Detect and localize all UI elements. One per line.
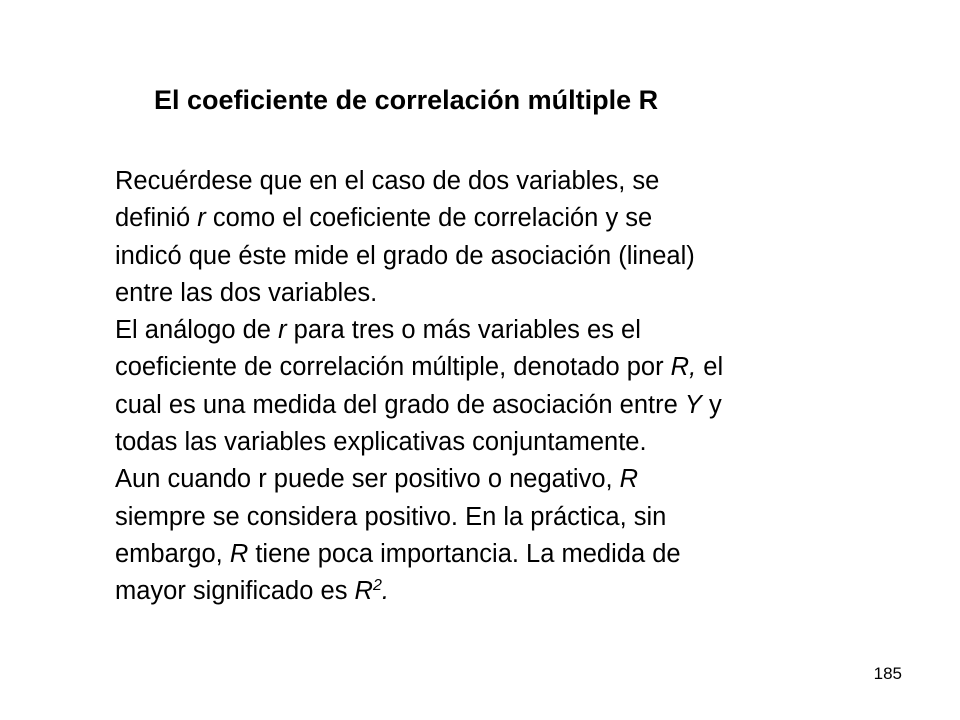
body-line — [115, 349, 895, 386]
text-run: tiene poca importancia. La medida de — [248, 539, 681, 568]
italic-variable: Y — [684, 390, 702, 419]
text-run: Recuérdese que en el caso de dos variables, se — [115, 167, 660, 195]
text-run: embargo, — [115, 539, 230, 568]
slide-body-text — [115, 163, 895, 611]
italic-variable: R — [619, 465, 639, 494]
italic-variable: r — [197, 204, 206, 233]
text-run: indicó que éste mide el grado de asociación (lineal) — [115, 241, 695, 270]
body-line — [115, 573, 895, 610]
body-line — [115, 163, 895, 200]
body-line — [115, 461, 895, 498]
italic-variable: r — [278, 316, 287, 345]
superscript: 2 — [372, 577, 382, 595]
text-run: siempre se considera positivo. En la práctica, sin — [115, 502, 667, 531]
text-run: todas las variables explicativas conjuntamente. — [115, 428, 647, 457]
body-line — [115, 424, 895, 461]
page-number: 185 — [873, 664, 902, 683]
italic-variable: R — [229, 539, 249, 568]
text-run: como el coeficiente de correlación y se — [205, 204, 653, 233]
text-run: coeficiente de correlación múltiple, denotado por — [115, 353, 671, 382]
body-line — [115, 387, 895, 424]
italic-variable: R — [354, 577, 373, 606]
text-run: El análogo de — [115, 316, 279, 345]
text-run: para tres o más variables es el — [286, 316, 641, 345]
body-line — [115, 275, 895, 312]
text-run: y — [701, 390, 722, 419]
body-line — [115, 536, 895, 573]
text-run: Aun cuando r puede ser positivo o negativo, — [115, 465, 620, 494]
text-run: entre las dos variables. — [115, 278, 378, 307]
text-run: el — [696, 353, 724, 382]
italic-variable: R, — [670, 353, 697, 382]
body-line — [115, 200, 895, 237]
body-line — [115, 499, 895, 536]
body-line — [115, 238, 895, 275]
text-run: definió — [115, 204, 198, 233]
body-line — [115, 312, 895, 349]
text-run: cual es una medida del grado de asociación entre — [115, 390, 685, 419]
slide-title: El coeficiente de correlación múltiple R — [154, 85, 659, 115]
italic-variable: . — [381, 577, 389, 606]
text-run: mayor significado es — [115, 577, 355, 606]
